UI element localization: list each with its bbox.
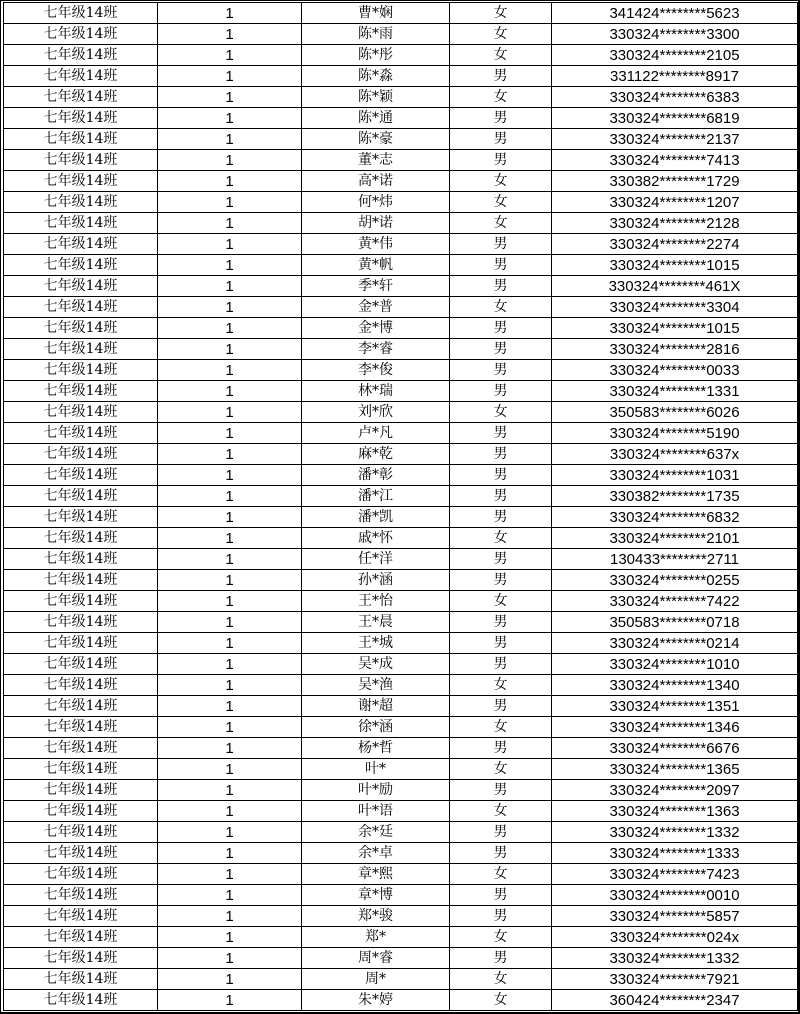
- count-cell: 1: [158, 843, 302, 864]
- student-name-cell: 李*俊: [302, 360, 450, 381]
- student-name-cell: 陈*彤: [302, 45, 450, 66]
- gender-cell: 女: [450, 3, 552, 24]
- gender-cell: 男: [450, 654, 552, 675]
- student-name-cell: 余*廷: [302, 822, 450, 843]
- id-number-cell: 330324********1207: [552, 192, 798, 213]
- student-name-cell: 高*诺: [302, 171, 450, 192]
- table-row: [4, 423, 798, 444]
- student-name-cell: 徐*涵: [302, 717, 450, 738]
- student-name-cell: 黄*帆: [302, 255, 450, 276]
- student-name-cell: 林*瑞: [302, 381, 450, 402]
- class-cell: 七年级14班: [4, 381, 158, 402]
- count-cell: 1: [158, 675, 302, 696]
- student-name-cell: 吴*渔: [302, 675, 450, 696]
- count-cell: 1: [158, 360, 302, 381]
- id-number-cell: 330324********1015: [552, 255, 798, 276]
- gender-cell: 男: [450, 465, 552, 486]
- id-number-cell: 330324********7422: [552, 591, 798, 612]
- class-cell: 七年级14班: [4, 255, 158, 276]
- count-cell: 1: [158, 108, 302, 129]
- count-cell: 1: [158, 402, 302, 423]
- student-name-cell: 周*: [302, 969, 450, 990]
- count-cell: 1: [158, 654, 302, 675]
- table-row: [4, 486, 798, 507]
- gender-cell: 男: [450, 780, 552, 801]
- gender-cell: 男: [450, 549, 552, 570]
- class-cell: 七年级14班: [4, 675, 158, 696]
- id-number-cell: 130433********2711: [552, 549, 798, 570]
- gender-cell: 女: [450, 24, 552, 45]
- class-cell: 七年级14班: [4, 234, 158, 255]
- count-cell: 1: [158, 66, 302, 87]
- gender-cell: 女: [450, 591, 552, 612]
- count-cell: 1: [158, 906, 302, 927]
- table-row: [4, 276, 798, 297]
- gender-cell: 男: [450, 108, 552, 129]
- student-name-cell: 陈*淼: [302, 66, 450, 87]
- id-number-cell: 330324********7921: [552, 969, 798, 990]
- id-number-cell: 330324********2101: [552, 528, 798, 549]
- count-cell: 1: [158, 318, 302, 339]
- class-cell: 七年级14班: [4, 444, 158, 465]
- gender-cell: 男: [450, 633, 552, 654]
- gender-cell: 女: [450, 528, 552, 549]
- table-row: [4, 192, 798, 213]
- table-row: [4, 297, 798, 318]
- count-cell: 1: [158, 633, 302, 654]
- student-name-cell: 叶*: [302, 759, 450, 780]
- id-number-cell: 330324********0255: [552, 570, 798, 591]
- class-cell: 七年级14班: [4, 339, 158, 360]
- class-cell: 七年级14班: [4, 507, 158, 528]
- count-cell: 1: [158, 759, 302, 780]
- class-cell: 七年级14班: [4, 738, 158, 759]
- student-name-cell: 叶*励: [302, 780, 450, 801]
- table-row: [4, 24, 798, 45]
- class-cell: 七年级14班: [4, 549, 158, 570]
- count-cell: 1: [158, 927, 302, 948]
- gender-cell: 男: [450, 423, 552, 444]
- id-number-cell: 330324********1010: [552, 654, 798, 675]
- id-number-cell: 330324********7423: [552, 864, 798, 885]
- class-cell: 七年级14班: [4, 591, 158, 612]
- class-cell: 七年级14班: [4, 318, 158, 339]
- table-row: [4, 822, 798, 843]
- class-cell: 七年级14班: [4, 612, 158, 633]
- id-number-cell: 330324********6383: [552, 87, 798, 108]
- gender-cell: 女: [450, 969, 552, 990]
- gender-cell: 男: [450, 318, 552, 339]
- table-row: [4, 948, 798, 969]
- class-cell: 七年级14班: [4, 528, 158, 549]
- count-cell: 1: [158, 297, 302, 318]
- student-name-cell: 王*晨: [302, 612, 450, 633]
- class-cell: 七年级14班: [4, 66, 158, 87]
- count-cell: 1: [158, 339, 302, 360]
- student-name-cell: 卢*凡: [302, 423, 450, 444]
- class-cell: 七年级14班: [4, 570, 158, 591]
- table-row: [4, 339, 798, 360]
- id-number-cell: 330324********3300: [552, 24, 798, 45]
- student-name-cell: 陈*雨: [302, 24, 450, 45]
- gender-cell: 女: [450, 45, 552, 66]
- class-cell: 七年级14班: [4, 906, 158, 927]
- id-number-cell: 341424********5623: [552, 3, 798, 24]
- id-number-cell: 330324********024x: [552, 927, 798, 948]
- class-cell: 七年级14班: [4, 213, 158, 234]
- table-row: [4, 801, 798, 822]
- gender-cell: 女: [450, 402, 552, 423]
- count-cell: 1: [158, 381, 302, 402]
- count-cell: 1: [158, 150, 302, 171]
- student-name-cell: 任*洋: [302, 549, 450, 570]
- count-cell: 1: [158, 570, 302, 591]
- student-name-cell: 谢*超: [302, 696, 450, 717]
- class-cell: 七年级14班: [4, 108, 158, 129]
- id-number-cell: 330324********2816: [552, 339, 798, 360]
- id-number-cell: 330324********2105: [552, 45, 798, 66]
- gender-cell: 男: [450, 339, 552, 360]
- class-cell: 七年级14班: [4, 633, 158, 654]
- class-cell: 七年级14班: [4, 171, 158, 192]
- id-number-cell: 330324********2128: [552, 213, 798, 234]
- count-cell: 1: [158, 465, 302, 486]
- id-number-cell: 330324********5857: [552, 906, 798, 927]
- table-row: [4, 150, 798, 171]
- count-cell: 1: [158, 948, 302, 969]
- table-row: [4, 990, 798, 1011]
- table-row: [4, 927, 798, 948]
- student-name-cell: 王*怡: [302, 591, 450, 612]
- count-cell: 1: [158, 444, 302, 465]
- table-row: [4, 66, 798, 87]
- table-row: [4, 213, 798, 234]
- gender-cell: 男: [450, 885, 552, 906]
- class-cell: 七年级14班: [4, 696, 158, 717]
- id-number-cell: 330324********2097: [552, 780, 798, 801]
- count-cell: 1: [158, 234, 302, 255]
- roster-body: [4, 3, 798, 1011]
- table-row: [4, 528, 798, 549]
- table-row: [4, 129, 798, 150]
- table-row: [4, 45, 798, 66]
- gender-cell: 男: [450, 255, 552, 276]
- table-row: [4, 780, 798, 801]
- gender-cell: 男: [450, 612, 552, 633]
- table-row: [4, 843, 798, 864]
- id-number-cell: 330324********1031: [552, 465, 798, 486]
- class-cell: 七年级14班: [4, 3, 158, 24]
- gender-cell: 男: [450, 444, 552, 465]
- count-cell: 1: [158, 990, 302, 1011]
- class-cell: 七年级14班: [4, 843, 158, 864]
- id-number-cell: 330324********2274: [552, 234, 798, 255]
- class-cell: 七年级14班: [4, 465, 158, 486]
- count-cell: 1: [158, 864, 302, 885]
- id-number-cell: 350583********0718: [552, 612, 798, 633]
- gender-cell: 女: [450, 171, 552, 192]
- student-name-cell: 季*轩: [302, 276, 450, 297]
- table-row: [4, 906, 798, 927]
- id-number-cell: 360424********2347: [552, 990, 798, 1011]
- gender-cell: 男: [450, 696, 552, 717]
- student-name-cell: 戚*怀: [302, 528, 450, 549]
- class-cell: 七年级14班: [4, 801, 158, 822]
- count-cell: 1: [158, 213, 302, 234]
- student-name-cell: 曹*娴: [302, 3, 450, 24]
- id-number-cell: 330324********0033: [552, 360, 798, 381]
- gender-cell: 男: [450, 948, 552, 969]
- id-number-cell: 330324********6819: [552, 108, 798, 129]
- count-cell: 1: [158, 255, 302, 276]
- id-number-cell: 330324********1363: [552, 801, 798, 822]
- id-number-cell: 330324********6676: [552, 738, 798, 759]
- class-cell: 七年级14班: [4, 759, 158, 780]
- class-cell: 七年级14班: [4, 864, 158, 885]
- count-cell: 1: [158, 591, 302, 612]
- table-row: [4, 360, 798, 381]
- class-cell: 七年级14班: [4, 192, 158, 213]
- table-row: [4, 675, 798, 696]
- gender-cell: 女: [450, 927, 552, 948]
- class-cell: 七年级14班: [4, 717, 158, 738]
- gender-cell: 女: [450, 801, 552, 822]
- gender-cell: 男: [450, 843, 552, 864]
- student-name-cell: 王*城: [302, 633, 450, 654]
- count-cell: 1: [158, 24, 302, 45]
- id-number-cell: 330324********1331: [552, 381, 798, 402]
- gender-cell: 男: [450, 486, 552, 507]
- student-name-cell: 章*博: [302, 885, 450, 906]
- student-name-cell: 朱*婷: [302, 990, 450, 1011]
- count-cell: 1: [158, 822, 302, 843]
- id-number-cell: 330324********1365: [552, 759, 798, 780]
- count-cell: 1: [158, 3, 302, 24]
- count-cell: 1: [158, 192, 302, 213]
- student-name-cell: 潘*凯: [302, 507, 450, 528]
- class-cell: 七年级14班: [4, 87, 158, 108]
- table-row: [4, 444, 798, 465]
- student-name-cell: 潘*彰: [302, 465, 450, 486]
- table-row: [4, 591, 798, 612]
- class-cell: 七年级14班: [4, 402, 158, 423]
- student-name-cell: 胡*诺: [302, 213, 450, 234]
- gender-cell: 男: [450, 570, 552, 591]
- gender-cell: 女: [450, 192, 552, 213]
- table-row: [4, 759, 798, 780]
- student-name-cell: 郑*骏: [302, 906, 450, 927]
- id-number-cell: 330324********461X: [552, 276, 798, 297]
- table-row: [4, 654, 798, 675]
- gender-cell: 女: [450, 675, 552, 696]
- count-cell: 1: [158, 780, 302, 801]
- id-number-cell: 330324********1340: [552, 675, 798, 696]
- class-cell: 七年级14班: [4, 150, 158, 171]
- gender-cell: 女: [450, 87, 552, 108]
- id-number-cell: 330324********1015: [552, 318, 798, 339]
- class-cell: 七年级14班: [4, 486, 158, 507]
- student-name-cell: 麻*乾: [302, 444, 450, 465]
- gender-cell: 男: [450, 507, 552, 528]
- class-cell: 七年级14班: [4, 45, 158, 66]
- id-number-cell: 330324********1332: [552, 948, 798, 969]
- student-name-cell: 李*睿: [302, 339, 450, 360]
- id-number-cell: 330324********7413: [552, 150, 798, 171]
- class-cell: 七年级14班: [4, 423, 158, 444]
- table-row: [4, 696, 798, 717]
- gender-cell: 男: [450, 822, 552, 843]
- table-row: [4, 633, 798, 654]
- table-row: [4, 717, 798, 738]
- gender-cell: 男: [450, 906, 552, 927]
- gender-cell: 男: [450, 276, 552, 297]
- id-number-cell: 350583********6026: [552, 402, 798, 423]
- id-number-cell: 330324********1333: [552, 843, 798, 864]
- student-name-cell: 黄*伟: [302, 234, 450, 255]
- count-cell: 1: [158, 717, 302, 738]
- table-row: [4, 3, 798, 24]
- table-row: [4, 738, 798, 759]
- student-name-cell: 金*博: [302, 318, 450, 339]
- count-cell: 1: [158, 276, 302, 297]
- class-cell: 七年级14班: [4, 129, 158, 150]
- student-name-cell: 郑*: [302, 927, 450, 948]
- table-row: [4, 234, 798, 255]
- student-name-cell: 吴*成: [302, 654, 450, 675]
- class-cell: 七年级14班: [4, 822, 158, 843]
- table-row: [4, 885, 798, 906]
- table-row: [4, 969, 798, 990]
- table-row: [4, 318, 798, 339]
- table-row: [4, 465, 798, 486]
- table-row: [4, 87, 798, 108]
- count-cell: 1: [158, 969, 302, 990]
- id-number-cell: 330324********0214: [552, 633, 798, 654]
- id-number-cell: 330324********1332: [552, 822, 798, 843]
- class-cell: 七年级14班: [4, 948, 158, 969]
- id-number-cell: 330324********637x: [552, 444, 798, 465]
- student-name-cell: 余*卓: [302, 843, 450, 864]
- id-number-cell: 331122********8917: [552, 66, 798, 87]
- gender-cell: 男: [450, 129, 552, 150]
- class-cell: 七年级14班: [4, 276, 158, 297]
- id-number-cell: 330324********1346: [552, 717, 798, 738]
- student-name-cell: 章*熙: [302, 864, 450, 885]
- table-row: [4, 171, 798, 192]
- count-cell: 1: [158, 129, 302, 150]
- class-cell: 七年级14班: [4, 885, 158, 906]
- class-cell: 七年级14班: [4, 780, 158, 801]
- table-row: [4, 864, 798, 885]
- count-cell: 1: [158, 549, 302, 570]
- gender-cell: 男: [450, 66, 552, 87]
- student-name-cell: 陈*通: [302, 108, 450, 129]
- table-row: [4, 570, 798, 591]
- gender-cell: 女: [450, 864, 552, 885]
- gender-cell: 男: [450, 738, 552, 759]
- student-name-cell: 周*睿: [302, 948, 450, 969]
- table-row: [4, 381, 798, 402]
- id-number-cell: 330324********1351: [552, 696, 798, 717]
- table-row: [4, 402, 798, 423]
- id-number-cell: 330324********5190: [552, 423, 798, 444]
- student-name-cell: 叶*语: [302, 801, 450, 822]
- table-row: [4, 507, 798, 528]
- table-row: [4, 108, 798, 129]
- count-cell: 1: [158, 423, 302, 444]
- id-number-cell: 330382********1735: [552, 486, 798, 507]
- count-cell: 1: [158, 885, 302, 906]
- count-cell: 1: [158, 738, 302, 759]
- count-cell: 1: [158, 45, 302, 66]
- count-cell: 1: [158, 486, 302, 507]
- class-cell: 七年级14班: [4, 969, 158, 990]
- class-cell: 七年级14班: [4, 990, 158, 1011]
- student-name-cell: 刘*欣: [302, 402, 450, 423]
- gender-cell: 女: [450, 759, 552, 780]
- student-name-cell: 杨*哲: [302, 738, 450, 759]
- gender-cell: 女: [450, 213, 552, 234]
- gender-cell: 男: [450, 234, 552, 255]
- student-name-cell: 何*炜: [302, 192, 450, 213]
- gender-cell: 男: [450, 360, 552, 381]
- count-cell: 1: [158, 612, 302, 633]
- student-name-cell: 陈*颖: [302, 87, 450, 108]
- student-name-cell: 孙*涵: [302, 570, 450, 591]
- count-cell: 1: [158, 171, 302, 192]
- id-number-cell: 330324********3304: [552, 297, 798, 318]
- count-cell: 1: [158, 696, 302, 717]
- student-name-cell: 金*普: [302, 297, 450, 318]
- id-number-cell: 330382********1729: [552, 171, 798, 192]
- student-roster-table: [3, 2, 798, 1011]
- class-cell: 七年级14班: [4, 360, 158, 381]
- count-cell: 1: [158, 528, 302, 549]
- class-cell: 七年级14班: [4, 297, 158, 318]
- gender-cell: 女: [450, 990, 552, 1011]
- table-row: [4, 612, 798, 633]
- id-number-cell: 330324********0010: [552, 885, 798, 906]
- class-cell: 七年级14班: [4, 24, 158, 45]
- table-row: [4, 549, 798, 570]
- id-number-cell: 330324********2137: [552, 129, 798, 150]
- class-cell: 七年级14班: [4, 927, 158, 948]
- gender-cell: 男: [450, 150, 552, 171]
- id-number-cell: 330324********6832: [552, 507, 798, 528]
- count-cell: 1: [158, 507, 302, 528]
- table-row: [4, 255, 798, 276]
- student-name-cell: 董*志: [302, 150, 450, 171]
- count-cell: 1: [158, 87, 302, 108]
- gender-cell: 女: [450, 297, 552, 318]
- gender-cell: 女: [450, 717, 552, 738]
- student-name-cell: 潘*江: [302, 486, 450, 507]
- count-cell: 1: [158, 801, 302, 822]
- class-cell: 七年级14班: [4, 654, 158, 675]
- gender-cell: 男: [450, 381, 552, 402]
- student-name-cell: 陈*豪: [302, 129, 450, 150]
